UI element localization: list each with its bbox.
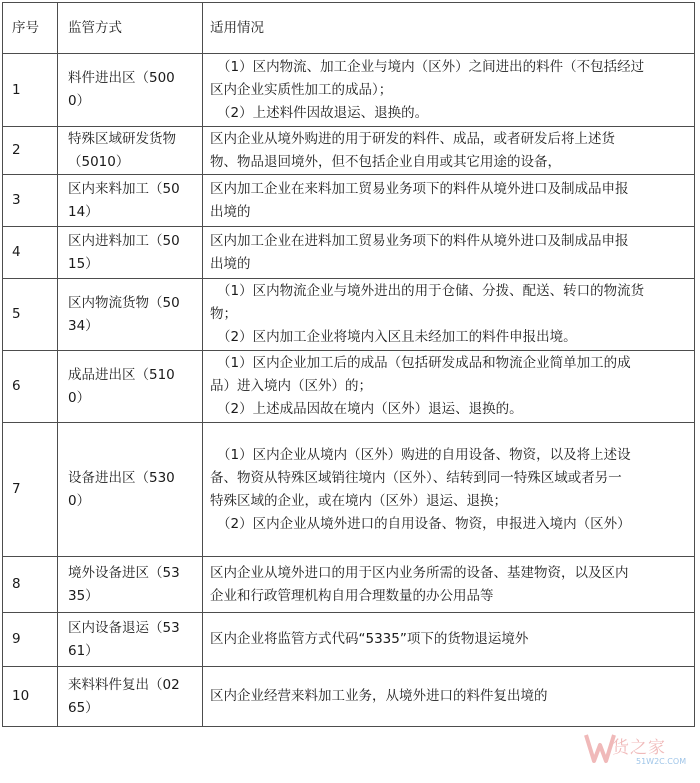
mode-line: 0）: [68, 389, 91, 406]
row-number: 5: [3, 279, 58, 351]
mode-line: 设备进出区（530: [68, 469, 175, 486]
row-number: 6: [3, 351, 58, 423]
desc-line: 出境的: [210, 255, 251, 272]
mode-line: 来料料件复出（02: [68, 676, 180, 693]
watermark-brand: 货之家: [612, 738, 666, 758]
supervision-mode: [58, 175, 203, 227]
desc-line: 区内企业经营来料加工业务，从境外进口的料件复出境的: [210, 688, 548, 704]
mode-line: 65）: [68, 699, 99, 716]
table-row: [3, 127, 695, 175]
desc-line: 物；: [210, 306, 237, 322]
header-row: [3, 3, 695, 54]
row-number: 3: [3, 175, 58, 227]
mode-line: 区内来料加工（50: [68, 180, 180, 197]
table-row: [3, 54, 695, 127]
table-row: [3, 227, 695, 279]
table-row: [3, 279, 695, 351]
applicable-situation: [203, 227, 695, 279]
desc-line: 品）进入境内（区外）的；: [210, 378, 372, 394]
desc-line: （1）区内企业加工后的成品（包括研发成品和物流企业简单加工的成: [217, 355, 631, 371]
supervision-mode: [58, 279, 203, 351]
header-desc: 适用情况: [203, 3, 695, 54]
watermark-logo: [580, 721, 700, 779]
table-row: [3, 175, 695, 227]
desc-line: 区内企业实质性加工的成品）；: [210, 81, 393, 98]
desc-line: 区内企业将监管方式代码“5335”项下的货物退运境外: [210, 631, 529, 647]
desc-line: 备、物资从特殊区域销往境内（区外）、结转到同一特殊区域或者另一: [210, 469, 622, 486]
mode-line: 料件进出区（500: [68, 70, 175, 86]
desc-line: 区内加工企业在进料加工贸易业务项下的料件从境外进口及制成品申报: [210, 232, 629, 249]
mode-line: 14）: [68, 203, 99, 220]
applicable-situation: [203, 613, 695, 667]
mode-line: 0）: [68, 492, 91, 509]
desc-line: 物、物品退回境外，但不包括企业自用或其它用途的设备，: [210, 153, 561, 170]
applicable-situation: [203, 351, 695, 423]
row-number: 7: [3, 423, 58, 557]
row-number: 10: [3, 667, 58, 727]
row-number: 4: [3, 227, 58, 279]
mode-line: 0）: [68, 93, 91, 109]
row-number: 8: [3, 557, 58, 613]
mode-line: 区内物流货物（50: [68, 294, 180, 311]
header-mode: 监管方式: [58, 3, 203, 54]
mode-line: 特殊区域研发货物: [68, 130, 176, 147]
desc-line: （2）区内企业从境外进口的自用设备、物资，申报进入境内（区外）: [217, 515, 631, 532]
row-number: 2: [3, 127, 58, 175]
desc-line: （1）区内企业从境内（区外）购进的自用设备、物资，以及将上述设: [217, 446, 631, 463]
desc-line: 出境的: [210, 203, 251, 220]
row-number: 9: [3, 613, 58, 667]
mode-line: 区内进料加工（50: [68, 232, 180, 249]
desc-line: （2）上述成品因故在境内（区外）退运、退换的。: [217, 401, 523, 417]
applicable-situation: [203, 557, 695, 613]
applicable-situation: [203, 423, 695, 557]
desc-line: 区内企业从境外进口的用于区内业务所需的设备、基建物资，以及区内: [210, 564, 629, 581]
header-no: 序号: [3, 3, 58, 54]
applicable-situation: [203, 54, 695, 127]
desc-line: （2）上述料件因故退运、退换的。: [217, 104, 429, 121]
desc-line: 区内加工企业在来料加工贸易业务项下的料件从境外进口及制成品申报: [210, 180, 629, 197]
mode-line: 成品进出区（510: [68, 366, 175, 383]
desc-line: （1）区内物流企业与境外进出的用于仓储、分拨、配送、转口的物流货: [217, 283, 645, 299]
table-row: [3, 667, 695, 727]
table-row: [3, 423, 695, 557]
supervision-mode: [58, 667, 203, 727]
desc-line: （1）区内物流、加工企业与境内（区外）之间进出的料件（不包括经过: [217, 58, 645, 75]
supervision-mode: [58, 54, 203, 127]
desc-line: （2）区内加工企业将境内入区且未经加工的料件申报出境。: [217, 329, 577, 345]
supervision-mode: [58, 613, 203, 667]
applicable-situation: [203, 667, 695, 727]
applicable-situation: [203, 127, 695, 175]
mode-line: 34）: [68, 317, 99, 334]
supervision-mode: [58, 423, 203, 557]
table-row: [3, 351, 695, 423]
supervision-mode: [58, 351, 203, 423]
desc-line: 企业和行政管理机构自用合理数量的办公用品等: [210, 587, 494, 604]
row-number: 1: [3, 54, 58, 127]
applicable-situation: [203, 279, 695, 351]
mode-line: 境外设备进区（53: [68, 564, 180, 581]
mode-line: （5010）: [68, 153, 130, 170]
supervision-mode: [58, 127, 203, 175]
table-row: [3, 557, 695, 613]
desc-line: 特殊区域的企业，或在境内（区外）退运、退换；: [210, 492, 507, 509]
mode-line: 15）: [68, 255, 99, 272]
table-row: [3, 613, 695, 667]
applicable-situation: [203, 175, 695, 227]
mode-line: 35）: [68, 587, 99, 604]
mode-line: 区内设备退运（53: [68, 619, 180, 636]
supervision-mode: [58, 557, 203, 613]
customs-supervision-table: [2, 2, 695, 727]
desc-line: 区内企业从境外购进的用于研发的料件、成品，或者研发后将上述货: [210, 130, 615, 147]
watermark-site: 51W2C.COM: [636, 757, 687, 766]
mode-line: 61）: [68, 642, 99, 659]
supervision-mode: [58, 227, 203, 279]
